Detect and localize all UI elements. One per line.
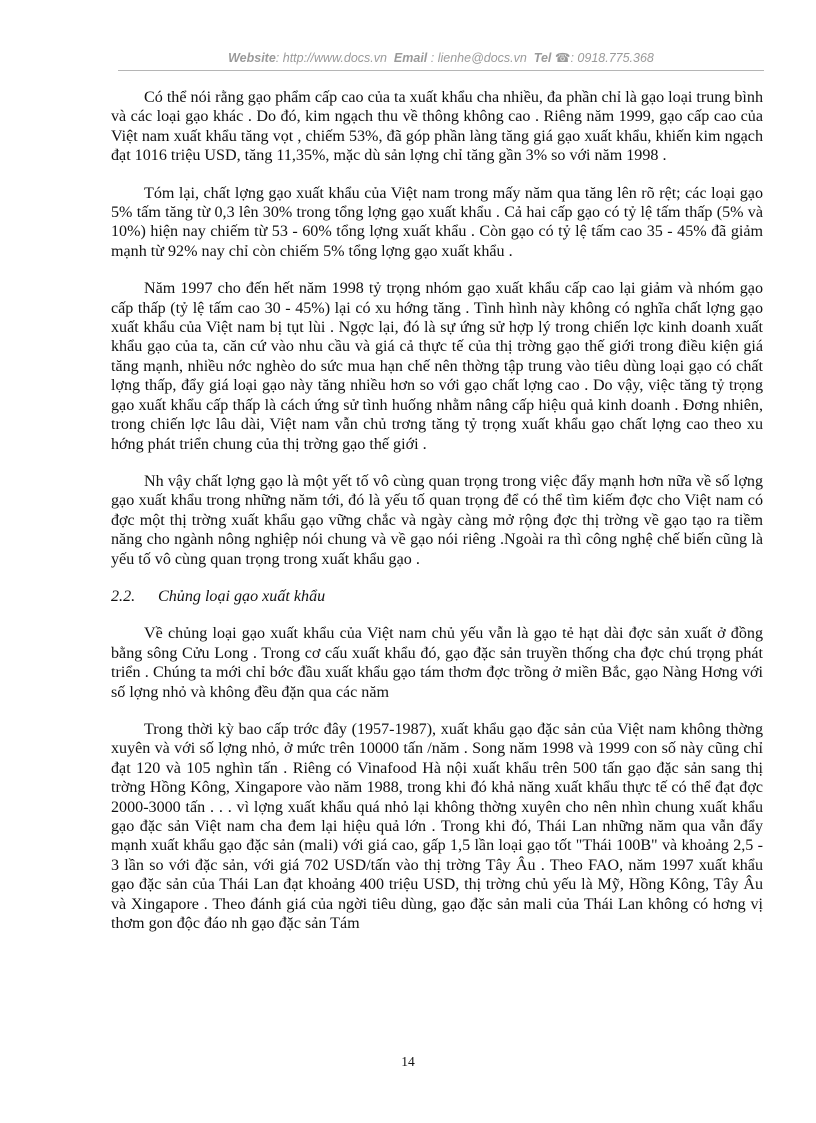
paragraph: Về chủng loại gạo xuất khẩu của Việt nam chủ yếu vẫn là gạo tẻ hạt dài đợc sản xuất ở đồng bằng sông Cửu Long . Trong cơ cấu xuất khẩu đó, gạo đặc sản truyền thống cha đợc chú trọng phát triển . Chúng ta mới chỉ bớc đầu xuất khẩu gạo tám thơm đợc trồng ở miền Bắc, gạo Nàng Hơng với số lợng nhỏ và không đều đặn qua các năm xyxy=(111,625,763,701)
tel-label: Tel xyxy=(533,51,552,65)
paragraph: Tóm lại, chất lợng gạo xuất khẩu của Việt nam trong mấy năm qua tăng lên rõ rệt; các loại gạo 5% tấm tăng từ 0,3 lên 30% trong tổng lợng gạo xuất khẩu . Cả hai cấp gạo có tỷ lệ tấm thấp (5% và 10%) hiện nay chiếm từ 53 - 60% tổng lợng xuất khẩu . Còn gạo có tỷ lệ tấm cao 35 - 45% đã giảm mạnh từ 92% nay chỉ còn chiếm 5% tổng lợng gạo xuất khẩu . xyxy=(111,184,763,260)
paragraph: Trong thời kỳ bao cấp trớc đây (1957-1987), xuất khẩu gạo đặc sản của Việt nam không thờng xuyên và với số lợng nhỏ, ở mức trên 10000 tấn /năm . Song năm 1998 và 1999 con số này cũng chỉ đạt 120 và 105 nghìn tấn . Riêng có Vinafood Hà nội xuất khẩu trên 500 tấn gạo đặc sản sang thị trờng Hồng Kông, Xingapore vào năm 1988, trong khi đó khả năng xuất khẩu thực tế có thể đạt đợc 2000-3000 tấn . . . vì lợng xuất khẩu quá nhỏ lại không thờng xuyên cho nên nhìn chung xuất khẩu gạo đặc sản Việt nam cha đem lại hiệu quả lớn . Trong khi đó, Thái Lan những năm qua vẫn đẩy mạnh xuất khẩu gạo đặc sản (mali) với giá cao, gấp 1,5 lần loại gạo tốt "Thái 100B" và khoảng 2,5 - 3 lần so với đặc sản, với giá 702 USD/tấn vào thị trờng Tây Âu . Theo FAO, năm 1997 xuất khẩu gạo đặc sản của Thái Lan đạt khoảng 400 triệu USD, thị trờng chủ yếu là Mỹ, Hồng Kông, Tây Âu và Xingapore . Theo đánh giá của ngời tiêu dùng, gạo đặc sản mali của Thái Lan không có hơng vị thơm gon độc đáo nh gạo đặc sản Tám xyxy=(111,720,763,933)
paragraph: Năm 1997 cho đến hết năm 1998 tỷ trọng nhóm gạo xuất khẩu cấp cao lại giảm và nhóm gạo cấp thấp (tỷ lệ tấm cao 30 - 45%) lại có xu hớng tăng . Tình hình này không có nghĩa chất lợng gạo xuất khẩu của Việt nam bị tụt lùi . Ngợc lại, đó là sự ứng sử hợp lý trong chiến lợc kinh doanh xuất khẩu gạo của ta, căn cứ vào nhu cầu và giá cả thực tế của thị trờng gạo thế giới trong điều kiện giá tăng mạnh, nhiều nớc nghèo do sức mua hạn chế nên thờng tập trung vào tiêu dùng loại gạo có chất lợng thấp, đẩy giá loại gạo này tăng nhiều hơn so với gạo chất lợng cao . Do vậy, việc tăng tỷ trọng gạo xuất khẩu cấp thấp là cách ứng sử tình huống nhằm nâng cấp hiệu quả kinh doanh . Đơng nhiên, trong chiến lợc lâu dài, Việt nam vẫn chủ trơng tăng tỷ trọng xuất khẩu gạo chất lợng cao theo xu hớng phát triển chung của thị trờng gạo thế giới . xyxy=(111,280,763,453)
paragraph: Có thể nói rằng gạo phẩm cấp cao của ta xuất khẩu cha nhiều, đa phần chỉ là gạo loại trung bình và các loại gạo khác . Do đó, kim ngạch thu về thông không cao . Riêng năm 1999, gạo cấp cao của Việt nam xuất khẩu tăng vọt , chiếm 53%, đã góp phần làng tăng giá gạo xuất khẩu, khiến kim ngạch đạt 1016 triệu USD, tăng 11,35%, mặc dù sản lợng chỉ tăng gần 3% so với năm 1998 . xyxy=(111,89,763,165)
section-heading xyxy=(111,587,763,606)
paragraph: Nh vậy chất lợng gạo là một yết tố vô cùng quan trọng trong việc đẩy mạnh hơn nữa về số lợng gạo xuất khẩu trong những năm tới, đó là yếu tố quan trọng để có thể tìm kiếm đợc cho Việt nam có đợc một thị trờng xuất khẩu gạo vững chắc và ngày càng mở rộng đợc thị trờng về gạo tạo ra tiềm năng cho ngành nông nghiệp nói chung và về gạo nói riêng .Ngoài ra thì công nghệ chế biến cũng là yếu tố vô cùng quan trọng trong xuất khẩu gạo . xyxy=(111,472,763,568)
header-divider xyxy=(118,70,764,71)
section-title: Chủng loại gạo xuất khẩu xyxy=(158,587,326,605)
email-label: Email xyxy=(393,51,428,65)
document-body xyxy=(111,88,763,951)
telephone-icon: ☎ xyxy=(554,51,571,65)
page-number: 14 xyxy=(401,1054,415,1069)
email-value: : lienhe@docs.vn xyxy=(430,51,527,65)
website-value: : http://www.docs.vn xyxy=(275,51,387,65)
page-header xyxy=(118,50,764,65)
tel-value: : 0918.775.368 xyxy=(570,51,654,65)
website-label: Website xyxy=(228,51,276,65)
section-number: 2.2. xyxy=(111,587,136,605)
